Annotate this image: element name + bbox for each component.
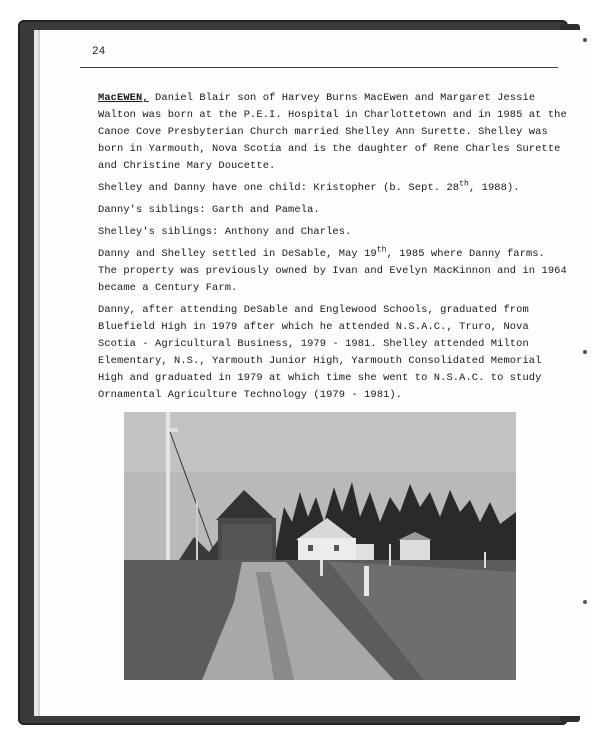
- settled-text: Danny and Shelley settled in DeSable, May 19: [98, 248, 377, 260]
- child-paragraph: [98, 180, 568, 197]
- family-entry: [98, 90, 568, 409]
- binder-hole: [583, 600, 587, 604]
- photo-shed: [400, 540, 430, 560]
- photo-utility-pole: [166, 412, 170, 560]
- settled-text-end: , 1985 where Danny farms. The property was previously owned by Ivan and Evelyn MacKinnon and in 1964 became a Century Farm.: [98, 248, 567, 294]
- photo-house: [298, 538, 356, 562]
- danny-siblings: Danny's siblings: Garth and Pamela.: [98, 204, 320, 216]
- child-text-end: , 1988).: [468, 182, 520, 194]
- education-paragraph: Danny, after attending DeSable and Englewood Schools, graduated from Bluefield High in 1979 after which he attended N.S.A.C., Truro, Nova Scotia - Agricultural Business, 1979 - 1981. Shelley attended Milton Elementary, N.S., Yarmouth Junior High, Yarmouth Consolidated Memorial High and graduated in 1979 at which time she went to N.S.A.C. to study Ornamental Agriculture Technology (1979 - 1981).: [98, 304, 542, 401]
- shelley-siblings: Shelley's siblings: Anthony and Charles.: [98, 226, 352, 238]
- surname: MacEWEN,: [98, 92, 149, 104]
- intro-text: Daniel Blair son of Harvey Burns MacEwen and Margaret Jessie Walton was born at the P.E.I. Hospital in Charlottetown and in 1985 at the Canoe Cove Presbyterian Church married Shelley Ann Surette. Shelley was born in Yarmouth, Nova Scotia and is the daughter of Rene Charles Surette and Christine Mary Doucette.: [98, 92, 567, 172]
- photo-fence-post: [364, 566, 369, 596]
- page-number: 24: [92, 46, 106, 58]
- album-page: [40, 30, 588, 716]
- child-sup: th: [459, 179, 469, 189]
- binder-hole: [583, 350, 587, 354]
- header-rule: [80, 67, 558, 68]
- binder-holes: [580, 30, 590, 710]
- intro-paragraph: [98, 90, 568, 175]
- farm-photo: [124, 412, 516, 680]
- binder-hole: [583, 38, 587, 42]
- settled-sup: th: [376, 245, 387, 255]
- child-text: Shelley and Danny have one child: Kristopher (b. Sept. 28: [98, 182, 460, 194]
- settled-paragraph: [98, 246, 568, 297]
